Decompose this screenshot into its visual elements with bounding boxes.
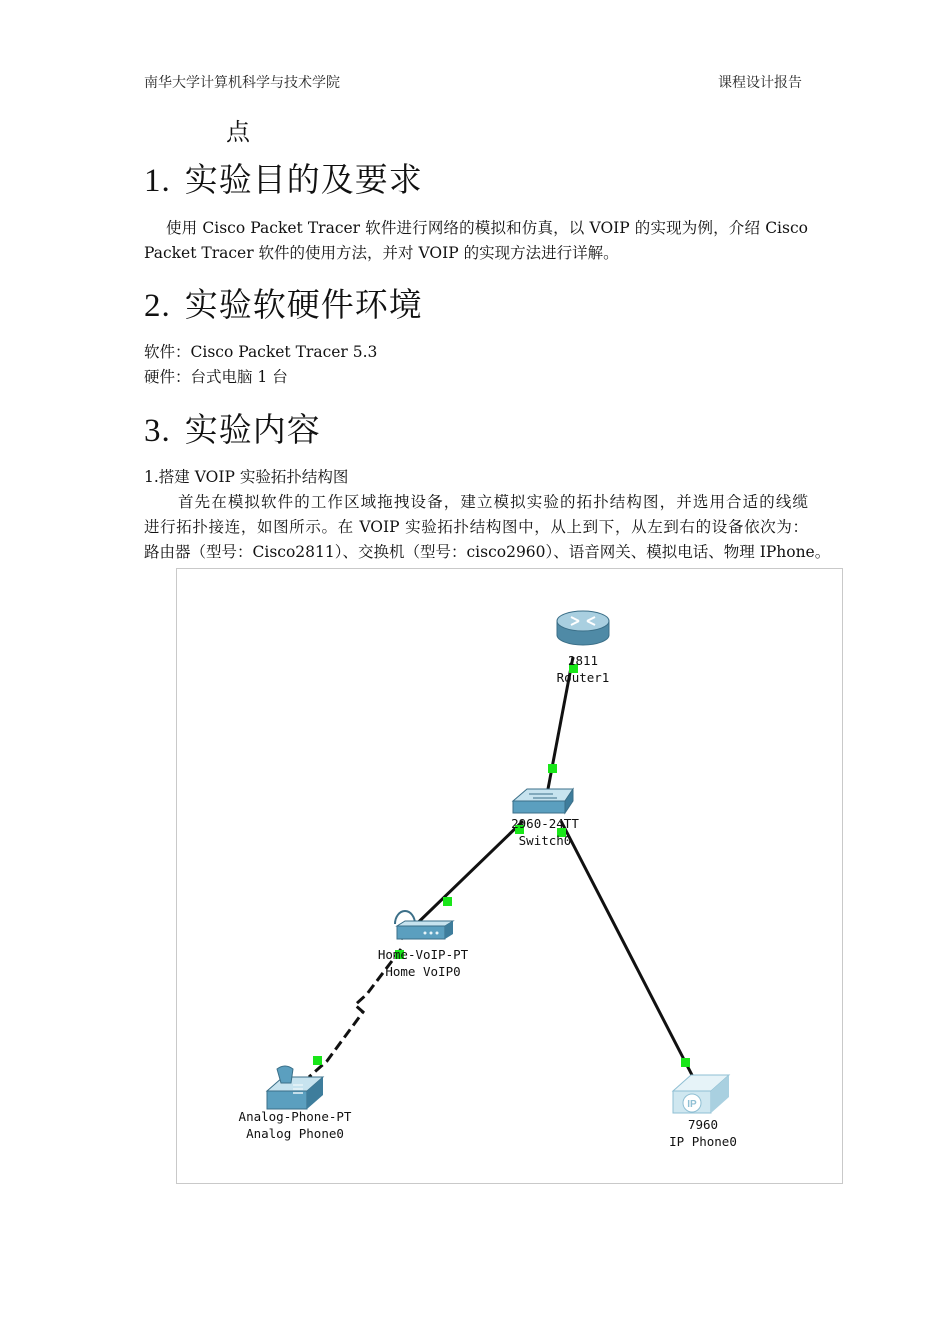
- section-3-number: 3.: [144, 413, 171, 449]
- analog-phone-name: Analog Phone0: [246, 1126, 344, 1141]
- home-voip-model: Home-VoIP-PT: [377, 947, 469, 962]
- section-3-title: 实验内容: [184, 410, 321, 449]
- port-ipphone: [681, 1058, 690, 1067]
- link-switch-ipphone: [561, 821, 693, 1077]
- section-1-number: 1.: [144, 163, 171, 199]
- router-name: Router1: [556, 670, 610, 685]
- switch-icon[interactable]: [513, 789, 573, 813]
- hardware-line: 硬件：台式电脑 1 台: [144, 368, 288, 386]
- topology-diagram: [177, 569, 842, 1183]
- ip-phone-model: 7960: [687, 1117, 719, 1132]
- port-homevoip-up: [443, 897, 452, 906]
- ip-phone-icon[interactable]: [673, 1075, 729, 1113]
- stray-heading: 点: [226, 118, 250, 146]
- router-model: 2811: [567, 653, 599, 668]
- analog-phone-icon[interactable]: [267, 1066, 323, 1109]
- section-1-heading: [144, 154, 423, 201]
- port-switch-up: [548, 764, 557, 773]
- analog-phone-model: Analog-Phone-PT: [238, 1109, 352, 1124]
- sec1-line1: 使用 Cisco Packet Tracer 软件进行网络的模拟和仿真，以 VOIP 的实现为例，介绍 Cisco: [166, 219, 808, 237]
- sec3-line1: 首先在模拟软件的工作区域拖拽设备，建立模拟实验的拓扑结构图，并选用合适的线缆: [178, 493, 808, 511]
- home-voip-name: Home VoIP0: [385, 964, 461, 979]
- switch-name: Switch0: [518, 833, 572, 848]
- sec1-line2: Packet Tracer 软件的使用方法，并对 VOIP 的实现方法进行详解。: [144, 244, 619, 262]
- sec3-line3: 路由器（型号：Cisco2811）、交换机（型号：cisco2960）、语音网关、模拟电话、物理 IPhone。: [144, 543, 831, 561]
- ip-phone-name: IP Phone0: [669, 1134, 737, 1149]
- header-right: 课程设计报告: [718, 75, 802, 91]
- header-left: 南华大学计算机科学与技术学院: [144, 75, 340, 91]
- ip-badge-text: IP: [687, 1099, 697, 1110]
- port-indicators: [313, 664, 690, 1067]
- router-icon[interactable]: [557, 611, 609, 645]
- links: [309, 657, 693, 1077]
- sec3-line2: 进行拓扑接连，如图所示。在 VOIP 实验拓扑结构图中，从上到下，从左到右的设备依次为：: [144, 518, 808, 536]
- section-2-title: 实验软硬件环境: [184, 285, 423, 324]
- section-2-heading: [144, 279, 423, 326]
- section-1-title: 实验目的及要求: [184, 160, 423, 199]
- topology-figure: [176, 568, 843, 1184]
- port-analog: [313, 1056, 322, 1065]
- sec3-subhead: 1.搭建 VOIP 实验拓扑结构图: [144, 468, 349, 486]
- section-2-number: 2.: [144, 288, 171, 324]
- switch-model: 2960-24TT: [511, 816, 579, 831]
- section-3-heading: [144, 404, 321, 451]
- software-line: 软件：Cisco Packet Tracer 5.3: [144, 343, 378, 361]
